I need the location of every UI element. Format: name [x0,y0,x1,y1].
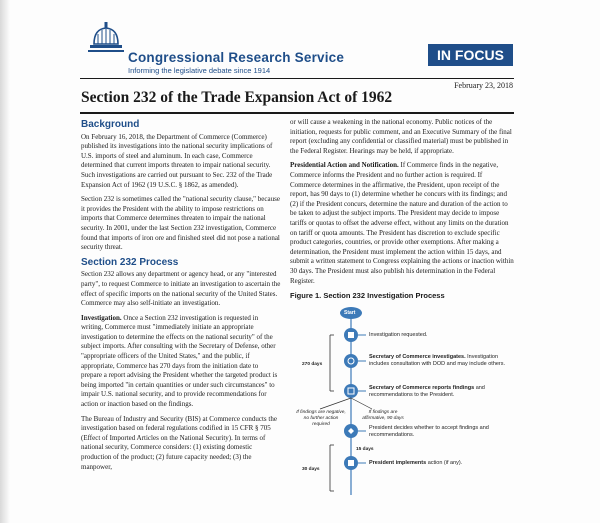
step-commerce-investigates: Secretary of Commerce investigates. Investigation includes consultation with DOD and may include others. [369,353,506,367]
figure-title: Figure 1. Section 232 Investigation Process [290,291,445,301]
title-rule [80,112,514,114]
capitol-dome-logo [86,20,126,66]
paragraph: Section 232 allows any department or agency head, or any "interested party", to request Commerce to initiate an investigation to ascertain the effect of specific imports on the national security of the United States. Commerce may also self-initiate an investigation. [81,270,281,308]
step-node [344,384,358,398]
paragraph-investigation [81,314,281,410]
paragraph-text: Once a Section 232 investigation is requested in writing, Commerce must "immediately initiate an appropriate investigation to determine the effects on the national security" of the subject imports. After consulting with the Secretary of Defense, other "appropriate officers of the United States," and the public, if appropriate, Commerce has 270 days from the initiation date to prepare a report advising the President whether the targeted product is being imported "in certain quantities or under such circumstances" to impair U.S. national security, and to provide recommendations for action or inaction based on the findings. [81,313,278,409]
header-rule [80,78,514,79]
paragraph: On February 16, 2018, the Department of Commerce (Commerce) published its investigations into the national security implications of U.S. imports of steel and aluminum. In each case, Commerce determined that current imports threaten to impair national security. Such investigations are carried out pursuant to Sec. 232 of the Trade Expansion Act of 1962 (19 U.S.C. § 1862, as amended). [81,132,273,189]
runin-heading: Presidential Action and Notification. [290,161,399,170]
runin-heading: Investigation. [81,313,122,322]
paragraph: Section 232 is sometimes called the "national security clause," because it provides the President with the ability to impose restrictions on imports that Commerce determines threaten to impair the national security. In 2001, under the last Section 232 investigation, Commerce found that imports of iron ore and finished steel did not pose a national security threat. [81,195,280,252]
branch-affirmative: If findings are affirmative, 90 days [362,409,404,421]
start-label: Start [344,309,356,316]
publication-date: February 23, 2018 [454,81,513,90]
step-commerce-reports: Secretary of Commerce reports findings and recommendations to the President. [369,384,485,398]
brand-tagline: Informing the legislative debate since 1914 [128,66,271,75]
right-column [290,118,514,505]
duration-270-days: 270 days [302,361,323,367]
step-investigation-requested: Investigation requested. [369,331,428,338]
heading-background: Background [81,119,140,130]
paragraph-presidential-action [290,161,514,286]
paragraph-text: If Commerce finds in the negative, Commerce informs the President and no further action is required. If Commerce determines in the affirmative, the President, upon receipt of the report, has 90 days to (1) determine whether he concurs with its findings; and (2) if the President concurs, determine the nature and duration of the action to be taken to adjust the subject imports. The President may decide to impose tariffs or quotas to offset the adverse effect, without any limits on the duration on tariff or quota amounts. The President has discretion to exclude specific product categories, countries, or provide other exemptions. After making a determination, the President must implement the action within 15 days, and submit a written statement to Congress explaining the actions or inaction within 30 days. The President must also publish his determination in the Federal Register. [290,161,514,285]
left-column [81,118,281,477]
step-president-implements: President implements action (if any). [369,459,463,466]
in-focus-badge: IN FOCUS [428,44,513,66]
branch-negative: If findings are negative, no further action required [296,409,346,427]
brand-name: Congressional Research Service [128,50,345,65]
heading-section-232-process: Section 232 Process [81,256,179,268]
step-node [344,354,358,368]
page-edge-shadow [0,0,10,523]
paragraph: The Bureau of Industry and Security (BIS) at Commerce conducts the investigation based on federal regulations codified in 15 CFR § 705 (Effect of Imported Articles on the National Security). In terms of national security, Commerce considers: (1) existing domestic production of the product; (2) future capacity needed; (3) the manpower, [81,414,277,471]
step-president-decides: President decides whether to accept findings and recommendations. [369,424,489,438]
duration-30-days: 30 days [302,466,320,472]
process-flowchart [290,305,514,505]
document-title: Section 232 of the Trade Expansion Act of 1962 [81,89,393,106]
paragraph: or will cause a weakening in the national economy. Public notices of the initiation, requests for public comment, and an Executive Summary of the final report (excluding any confidential or classified material) must be published in the Federal Register. Hearings may be held, if appropriate. [290,118,512,155]
duration-15-days: 15 days [356,446,374,452]
